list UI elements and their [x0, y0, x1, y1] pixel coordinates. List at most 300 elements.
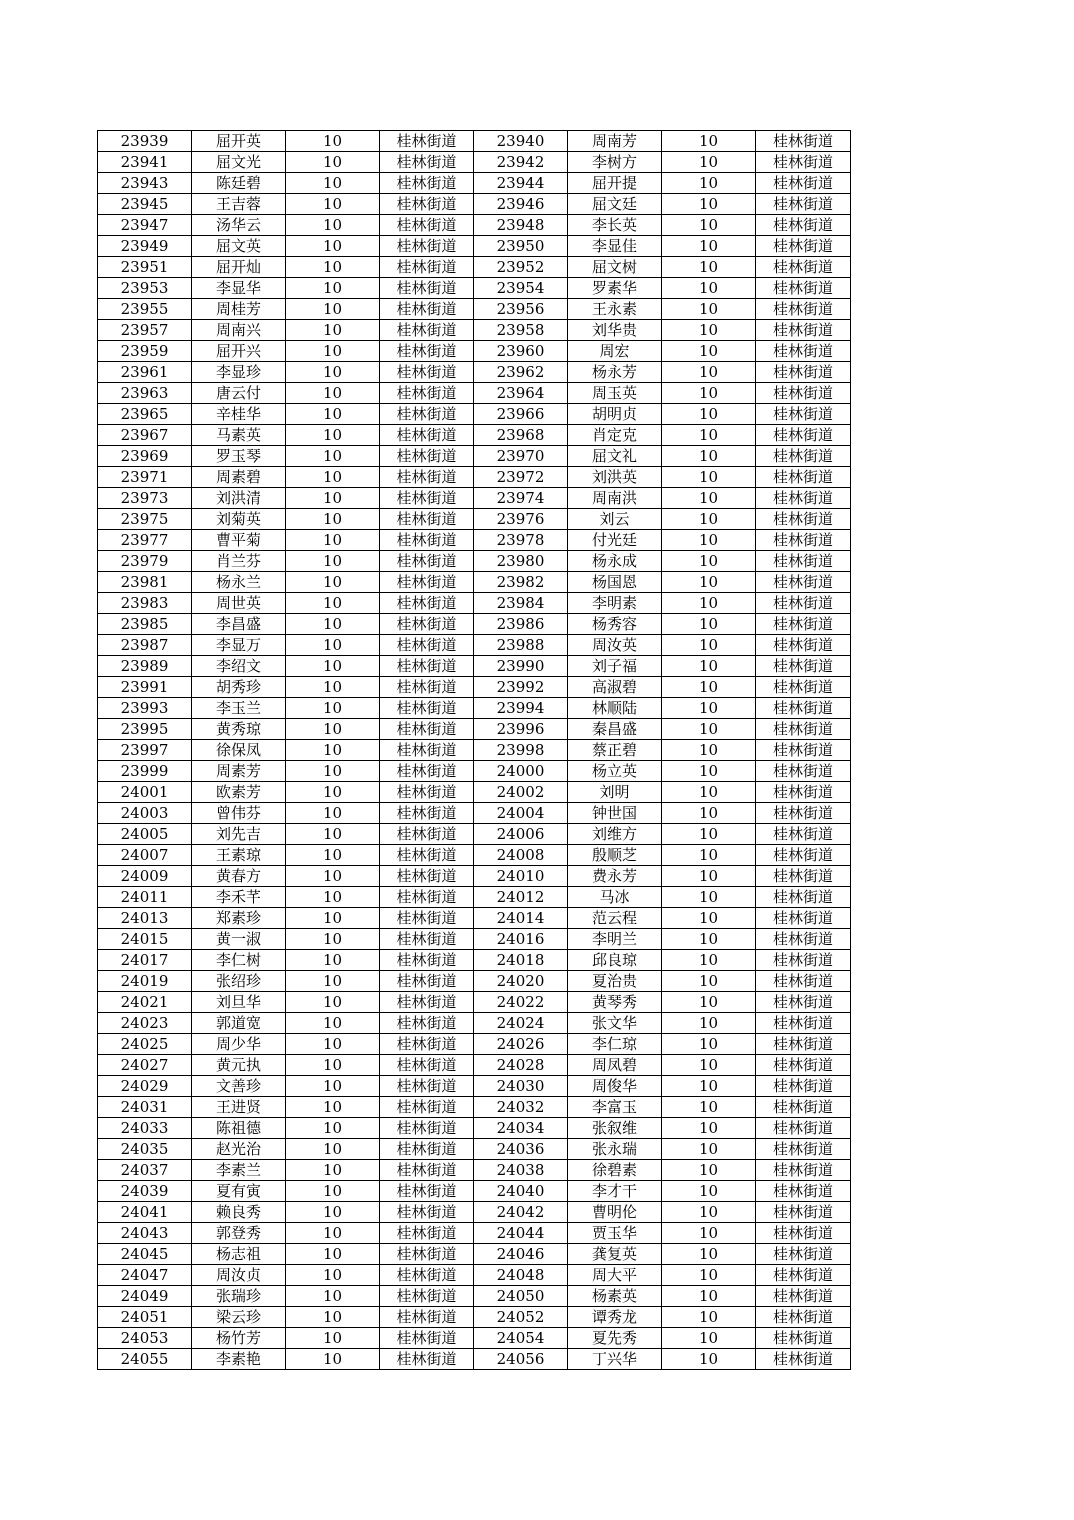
- id-cell: 23998: [474, 740, 568, 761]
- name-cell: 邱良琼: [568, 950, 662, 971]
- district-cell: 桂林街道: [380, 299, 474, 320]
- amount-cell: 10: [286, 929, 380, 950]
- name-cell: 黄春方: [192, 866, 286, 887]
- id-cell: 23975: [98, 509, 192, 530]
- district-cell: 桂林街道: [380, 152, 474, 173]
- amount-cell: 10: [662, 215, 756, 236]
- amount-cell: 10: [286, 950, 380, 971]
- id-cell: 23972: [474, 467, 568, 488]
- id-cell: 24014: [474, 908, 568, 929]
- id-cell: 24013: [98, 908, 192, 929]
- district-cell: 桂林街道: [380, 698, 474, 719]
- id-cell: 24018: [474, 950, 568, 971]
- amount-cell: 10: [286, 656, 380, 677]
- id-cell: 23967: [98, 425, 192, 446]
- amount-cell: 10: [662, 131, 756, 152]
- id-cell: 23966: [474, 404, 568, 425]
- amount-cell: 10: [662, 446, 756, 467]
- table-row: [98, 698, 851, 719]
- name-cell: 张永瑞: [568, 1139, 662, 1160]
- name-cell: 马冰: [568, 887, 662, 908]
- district-cell: 桂林街道: [756, 1076, 851, 1097]
- district-cell: 桂林街道: [380, 1097, 474, 1118]
- id-cell: 23990: [474, 656, 568, 677]
- district-cell: 桂林街道: [380, 761, 474, 782]
- amount-cell: 10: [662, 299, 756, 320]
- district-cell: 桂林街道: [756, 362, 851, 383]
- name-cell: 蔡正碧: [568, 740, 662, 761]
- amount-cell: 10: [662, 1034, 756, 1055]
- amount-cell: 10: [662, 341, 756, 362]
- amount-cell: 10: [286, 1265, 380, 1286]
- district-cell: 桂林街道: [756, 509, 851, 530]
- table-row: [98, 152, 851, 173]
- id-cell: 23982: [474, 572, 568, 593]
- name-cell: 徐保凤: [192, 740, 286, 761]
- district-cell: 桂林街道: [756, 488, 851, 509]
- id-cell: 24015: [98, 929, 192, 950]
- district-cell: 桂林街道: [756, 1034, 851, 1055]
- name-cell: 文善珍: [192, 1076, 286, 1097]
- name-cell: 罗玉琴: [192, 446, 286, 467]
- table-row: [98, 1139, 851, 1160]
- district-cell: 桂林街道: [756, 677, 851, 698]
- amount-cell: 10: [286, 1349, 380, 1370]
- amount-cell: 10: [286, 1097, 380, 1118]
- district-cell: 桂林街道: [756, 1097, 851, 1118]
- amount-cell: 10: [286, 236, 380, 257]
- name-cell: 屈文光: [192, 152, 286, 173]
- name-cell: 王吉蓉: [192, 194, 286, 215]
- table-row: [98, 1013, 851, 1034]
- id-cell: 24028: [474, 1055, 568, 1076]
- id-cell: 23948: [474, 215, 568, 236]
- name-cell: 刘云: [568, 509, 662, 530]
- district-cell: 桂林街道: [756, 1181, 851, 1202]
- id-cell: 24040: [474, 1181, 568, 1202]
- id-cell: 24007: [98, 845, 192, 866]
- amount-cell: 10: [662, 488, 756, 509]
- amount-cell: 10: [286, 1202, 380, 1223]
- district-cell: 桂林街道: [756, 908, 851, 929]
- name-cell: 周汝英: [568, 635, 662, 656]
- id-cell: 24001: [98, 782, 192, 803]
- table-row: [98, 803, 851, 824]
- district-cell: 桂林街道: [380, 341, 474, 362]
- district-cell: 桂林街道: [756, 1349, 851, 1370]
- table-row: [98, 782, 851, 803]
- name-cell: 刘洪清: [192, 488, 286, 509]
- district-cell: 桂林街道: [756, 1244, 851, 1265]
- amount-cell: 10: [286, 908, 380, 929]
- name-cell: 郑素珍: [192, 908, 286, 929]
- district-cell: 桂林街道: [380, 677, 474, 698]
- amount-cell: 10: [286, 593, 380, 614]
- table-row: [98, 740, 851, 761]
- district-cell: 桂林街道: [756, 173, 851, 194]
- table-row: [98, 1349, 851, 1370]
- name-cell: 林顺陆: [568, 698, 662, 719]
- amount-cell: 10: [662, 950, 756, 971]
- district-cell: 桂林街道: [380, 887, 474, 908]
- name-cell: 王进贤: [192, 1097, 286, 1118]
- amount-cell: 10: [662, 1223, 756, 1244]
- district-cell: 桂林街道: [380, 1139, 474, 1160]
- district-cell: 桂林街道: [380, 383, 474, 404]
- name-cell: 杨秀容: [568, 614, 662, 635]
- amount-cell: 10: [662, 677, 756, 698]
- amount-cell: 10: [662, 1013, 756, 1034]
- name-cell: 杨永芳: [568, 362, 662, 383]
- district-cell: 桂林街道: [380, 362, 474, 383]
- district-cell: 桂林街道: [380, 866, 474, 887]
- id-cell: 24023: [98, 1013, 192, 1034]
- district-cell: 桂林街道: [380, 551, 474, 572]
- amount-cell: 10: [286, 1076, 380, 1097]
- name-cell: 李显万: [192, 635, 286, 656]
- id-cell: 23958: [474, 320, 568, 341]
- id-cell: 23959: [98, 341, 192, 362]
- amount-cell: 10: [286, 299, 380, 320]
- district-cell: 桂林街道: [380, 1055, 474, 1076]
- table-row: [98, 320, 851, 341]
- id-cell: 24034: [474, 1118, 568, 1139]
- table-row: [98, 635, 851, 656]
- table-row: [98, 1160, 851, 1181]
- id-cell: 23965: [98, 404, 192, 425]
- name-cell: 胡秀珍: [192, 677, 286, 698]
- id-cell: 24009: [98, 866, 192, 887]
- table-row: [98, 761, 851, 782]
- name-cell: 刘先吉: [192, 824, 286, 845]
- district-cell: 桂林街道: [756, 446, 851, 467]
- amount-cell: 10: [286, 215, 380, 236]
- name-cell: 郭道宽: [192, 1013, 286, 1034]
- district-cell: 桂林街道: [756, 866, 851, 887]
- id-cell: 23989: [98, 656, 192, 677]
- district-cell: 桂林街道: [380, 782, 474, 803]
- amount-cell: 10: [286, 341, 380, 362]
- amount-cell: 10: [286, 1055, 380, 1076]
- amount-cell: 10: [662, 194, 756, 215]
- amount-cell: 10: [286, 572, 380, 593]
- district-cell: 桂林街道: [380, 1181, 474, 1202]
- amount-cell: 10: [662, 278, 756, 299]
- id-cell: 24032: [474, 1097, 568, 1118]
- district-cell: 桂林街道: [380, 1265, 474, 1286]
- table-row: [98, 1076, 851, 1097]
- amount-cell: 10: [662, 173, 756, 194]
- name-cell: 陈廷碧: [192, 173, 286, 194]
- district-cell: 桂林街道: [380, 929, 474, 950]
- name-cell: 李昌盛: [192, 614, 286, 635]
- name-cell: 李素兰: [192, 1160, 286, 1181]
- amount-cell: 10: [662, 1097, 756, 1118]
- name-cell: 刘明: [568, 782, 662, 803]
- name-cell: 李仁树: [192, 950, 286, 971]
- amount-cell: 10: [662, 698, 756, 719]
- district-cell: 桂林街道: [380, 1286, 474, 1307]
- district-cell: 桂林街道: [756, 803, 851, 824]
- amount-cell: 10: [662, 992, 756, 1013]
- district-cell: 桂林街道: [756, 635, 851, 656]
- name-cell: 罗素华: [568, 278, 662, 299]
- district-cell: 桂林街道: [756, 341, 851, 362]
- id-cell: 23946: [474, 194, 568, 215]
- amount-cell: 10: [662, 425, 756, 446]
- id-cell: 24050: [474, 1286, 568, 1307]
- id-cell: 24025: [98, 1034, 192, 1055]
- amount-cell: 10: [286, 467, 380, 488]
- id-cell: 24051: [98, 1307, 192, 1328]
- table-row: [98, 593, 851, 614]
- name-cell: 张叙维: [568, 1118, 662, 1139]
- roster-body: [98, 131, 851, 1370]
- district-cell: 桂林街道: [380, 1076, 474, 1097]
- amount-cell: 10: [286, 740, 380, 761]
- name-cell: 唐云付: [192, 383, 286, 404]
- id-cell: 23962: [474, 362, 568, 383]
- table-row: [98, 656, 851, 677]
- name-cell: 梁云珍: [192, 1307, 286, 1328]
- table-row: [98, 1265, 851, 1286]
- table-row: [98, 551, 851, 572]
- id-cell: 24048: [474, 1265, 568, 1286]
- district-cell: 桂林街道: [756, 1160, 851, 1181]
- amount-cell: 10: [662, 971, 756, 992]
- amount-cell: 10: [286, 677, 380, 698]
- id-cell: 24037: [98, 1160, 192, 1181]
- district-cell: 桂林街道: [380, 194, 474, 215]
- amount-cell: 10: [662, 1076, 756, 1097]
- id-cell: 23983: [98, 593, 192, 614]
- district-cell: 桂林街道: [380, 656, 474, 677]
- name-cell: 欧素芳: [192, 782, 286, 803]
- district-cell: 桂林街道: [756, 320, 851, 341]
- name-cell: 屈文礼: [568, 446, 662, 467]
- table-row: [98, 215, 851, 236]
- district-cell: 桂林街道: [380, 1328, 474, 1349]
- name-cell: 秦昌盛: [568, 719, 662, 740]
- amount-cell: 10: [286, 1034, 380, 1055]
- id-cell: 23995: [98, 719, 192, 740]
- amount-cell: 10: [286, 719, 380, 740]
- name-cell: 钟世国: [568, 803, 662, 824]
- id-cell: 23970: [474, 446, 568, 467]
- amount-cell: 10: [662, 320, 756, 341]
- amount-cell: 10: [662, 1349, 756, 1370]
- table-row: [98, 1286, 851, 1307]
- name-cell: 李富玉: [568, 1097, 662, 1118]
- district-cell: 桂林街道: [756, 404, 851, 425]
- name-cell: 徐碧素: [568, 1160, 662, 1181]
- district-cell: 桂林街道: [380, 971, 474, 992]
- id-cell: 24000: [474, 761, 568, 782]
- name-cell: 杨志祖: [192, 1244, 286, 1265]
- table-row: [98, 404, 851, 425]
- table-row: [98, 1181, 851, 1202]
- district-cell: 桂林街道: [380, 278, 474, 299]
- name-cell: 周大平: [568, 1265, 662, 1286]
- id-cell: 24012: [474, 887, 568, 908]
- district-cell: 桂林街道: [756, 1055, 851, 1076]
- id-cell: 24049: [98, 1286, 192, 1307]
- id-cell: 23986: [474, 614, 568, 635]
- district-cell: 桂林街道: [380, 1160, 474, 1181]
- district-cell: 桂林街道: [380, 467, 474, 488]
- district-cell: 桂林街道: [756, 887, 851, 908]
- name-cell: 周素芳: [192, 761, 286, 782]
- id-cell: 23980: [474, 551, 568, 572]
- id-cell: 23964: [474, 383, 568, 404]
- id-cell: 23954: [474, 278, 568, 299]
- district-cell: 桂林街道: [756, 614, 851, 635]
- name-cell: 李仁琼: [568, 1034, 662, 1055]
- id-cell: 24008: [474, 845, 568, 866]
- amount-cell: 10: [286, 1160, 380, 1181]
- amount-cell: 10: [662, 614, 756, 635]
- id-cell: 24029: [98, 1076, 192, 1097]
- amount-cell: 10: [286, 257, 380, 278]
- id-cell: 23992: [474, 677, 568, 698]
- id-cell: 24052: [474, 1307, 568, 1328]
- district-cell: 桂林街道: [756, 257, 851, 278]
- amount-cell: 10: [662, 236, 756, 257]
- table-row: [98, 278, 851, 299]
- amount-cell: 10: [662, 845, 756, 866]
- district-cell: 桂林街道: [380, 236, 474, 257]
- amount-cell: 10: [286, 362, 380, 383]
- amount-cell: 10: [286, 992, 380, 1013]
- name-cell: 屈文树: [568, 257, 662, 278]
- district-cell: 桂林街道: [756, 719, 851, 740]
- amount-cell: 10: [286, 614, 380, 635]
- district-cell: 桂林街道: [756, 1223, 851, 1244]
- amount-cell: 10: [286, 1328, 380, 1349]
- amount-cell: 10: [286, 131, 380, 152]
- district-cell: 桂林街道: [756, 215, 851, 236]
- amount-cell: 10: [286, 1139, 380, 1160]
- table-row: [98, 719, 851, 740]
- name-cell: 李显华: [192, 278, 286, 299]
- id-cell: 24046: [474, 1244, 568, 1265]
- district-cell: 桂林街道: [380, 1013, 474, 1034]
- amount-cell: 10: [286, 887, 380, 908]
- amount-cell: 10: [286, 1223, 380, 1244]
- district-cell: 桂林街道: [380, 173, 474, 194]
- name-cell: 李禾芊: [192, 887, 286, 908]
- table-row: [98, 971, 851, 992]
- district-cell: 桂林街道: [380, 488, 474, 509]
- name-cell: 李长英: [568, 215, 662, 236]
- id-cell: 24042: [474, 1202, 568, 1223]
- amount-cell: 10: [286, 404, 380, 425]
- amount-cell: 10: [286, 530, 380, 551]
- name-cell: 赖良秀: [192, 1202, 286, 1223]
- name-cell: 王素琼: [192, 845, 286, 866]
- amount-cell: 10: [286, 278, 380, 299]
- amount-cell: 10: [662, 551, 756, 572]
- id-cell: 24027: [98, 1055, 192, 1076]
- name-cell: 屈开灿: [192, 257, 286, 278]
- district-cell: 桂林街道: [756, 467, 851, 488]
- name-cell: 贾玉华: [568, 1223, 662, 1244]
- id-cell: 23953: [98, 278, 192, 299]
- amount-cell: 10: [286, 782, 380, 803]
- id-cell: 24044: [474, 1223, 568, 1244]
- id-cell: 24041: [98, 1202, 192, 1223]
- amount-cell: 10: [662, 362, 756, 383]
- district-cell: 桂林街道: [380, 131, 474, 152]
- amount-cell: 10: [662, 1181, 756, 1202]
- amount-cell: 10: [662, 1328, 756, 1349]
- table-row: [98, 341, 851, 362]
- id-cell: 23979: [98, 551, 192, 572]
- district-cell: 桂林街道: [380, 446, 474, 467]
- table-row: [98, 1244, 851, 1265]
- table-row: [98, 299, 851, 320]
- district-cell: 桂林街道: [756, 572, 851, 593]
- name-cell: 刘菊英: [192, 509, 286, 530]
- id-cell: 23949: [98, 236, 192, 257]
- table-row: [98, 194, 851, 215]
- name-cell: 屈开提: [568, 173, 662, 194]
- id-cell: 23978: [474, 530, 568, 551]
- amount-cell: 10: [662, 719, 756, 740]
- name-cell: 高淑碧: [568, 677, 662, 698]
- amount-cell: 10: [286, 635, 380, 656]
- id-cell: 23939: [98, 131, 192, 152]
- table-row: [98, 509, 851, 530]
- id-cell: 24020: [474, 971, 568, 992]
- amount-cell: 10: [662, 887, 756, 908]
- id-cell: 23977: [98, 530, 192, 551]
- id-cell: 24011: [98, 887, 192, 908]
- name-cell: 夏有寅: [192, 1181, 286, 1202]
- district-cell: 桂林街道: [756, 530, 851, 551]
- id-cell: 24021: [98, 992, 192, 1013]
- amount-cell: 10: [286, 1181, 380, 1202]
- table-row: [98, 866, 851, 887]
- amount-cell: 10: [662, 1307, 756, 1328]
- id-cell: 23973: [98, 488, 192, 509]
- id-cell: 24031: [98, 1097, 192, 1118]
- id-cell: 23971: [98, 467, 192, 488]
- district-cell: 桂林街道: [380, 803, 474, 824]
- district-cell: 桂林街道: [756, 782, 851, 803]
- id-cell: 23991: [98, 677, 192, 698]
- id-cell: 23974: [474, 488, 568, 509]
- name-cell: 周玉英: [568, 383, 662, 404]
- name-cell: 黄琴秀: [568, 992, 662, 1013]
- amount-cell: 10: [286, 509, 380, 530]
- name-cell: 李绍文: [192, 656, 286, 677]
- table-row: [98, 950, 851, 971]
- district-cell: 桂林街道: [756, 929, 851, 950]
- amount-cell: 10: [286, 698, 380, 719]
- amount-cell: 10: [662, 257, 756, 278]
- district-cell: 桂林街道: [756, 236, 851, 257]
- amount-cell: 10: [662, 1244, 756, 1265]
- district-cell: 桂林街道: [380, 992, 474, 1013]
- district-cell: 桂林街道: [756, 131, 851, 152]
- id-cell: 23988: [474, 635, 568, 656]
- district-cell: 桂林街道: [756, 425, 851, 446]
- district-cell: 桂林街道: [756, 1286, 851, 1307]
- id-cell: 23957: [98, 320, 192, 341]
- roster-table: [97, 130, 851, 1370]
- id-cell: 23993: [98, 698, 192, 719]
